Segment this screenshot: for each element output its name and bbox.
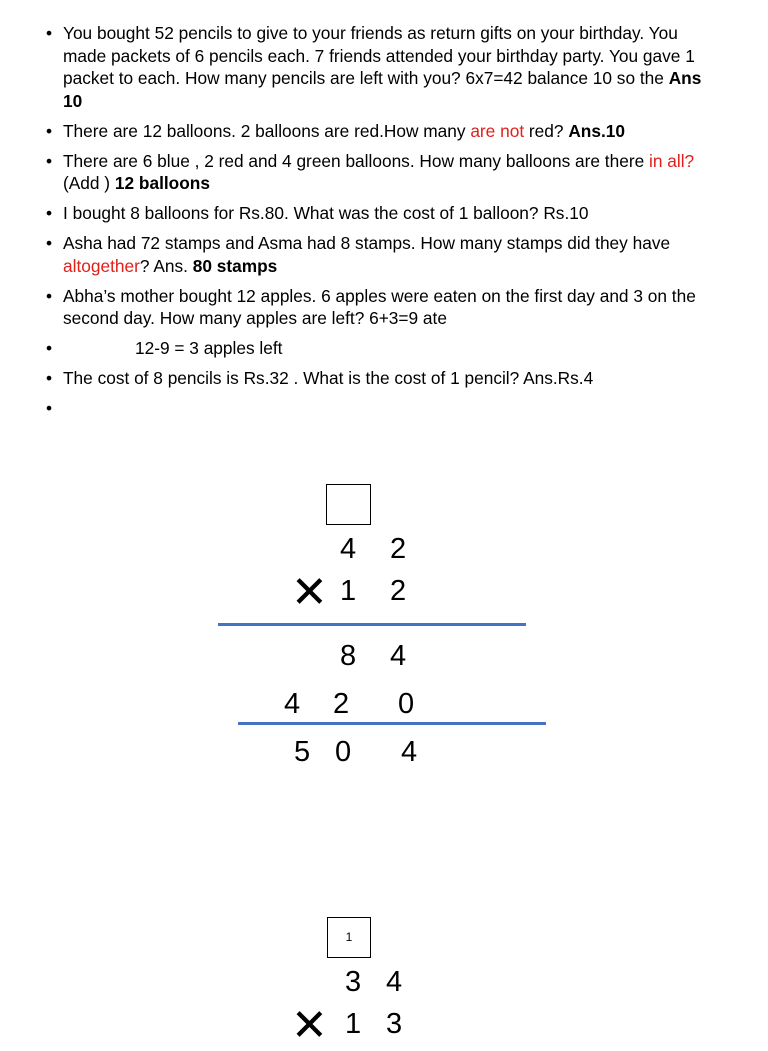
question-item [46,337,716,360]
question-text [63,203,588,223]
p1-top-digit-2: 2 [390,533,407,565]
question-text [63,233,670,276]
answer-text: 80 stamps [192,255,278,276]
question-text [63,121,625,141]
question-fragment: The cost of 8 pencils is Rs.32 . What is the cost of 1 pencil? Ans.Rs.4 [63,368,594,388]
question-text [63,23,701,111]
question-item [46,367,716,390]
p1-multiplier-digit-1: 1 [340,575,357,607]
keyword-text: altogether [63,255,140,276]
p1-result-digit-1: 5 [294,736,311,768]
question-item [46,120,716,143]
question-text [63,286,696,329]
p1-rule-1 [218,623,526,626]
question-fragment: red? [524,120,569,141]
question-text [63,338,282,358]
p2-top-digit-1: 3 [345,966,362,998]
p1-partial2-digit-3: 0 [398,688,415,720]
question-fragment: (Add ) [63,173,115,193]
p1-partial1-digit-2: 4 [390,640,407,672]
question-fragment: Abha’s mother bought 12 apples. 6 apples were eaten on the first day and 3 on the second day. How many apples are left? 6+3=9 ate [63,285,696,328]
answer-text: Ans 10 [63,68,702,111]
p1-result-digit-2: 0 [335,736,352,768]
p2-multiplier-digit-1: 1 [345,1008,362,1040]
answer-box[interactable] [326,484,371,525]
question-list [46,22,716,397]
question-text [63,151,694,194]
question-item [46,202,716,225]
p2-top-digit-2: 4 [386,966,403,998]
question-item [46,232,716,277]
question-item [46,285,716,330]
answer-text: Ans.10 [568,120,625,141]
question-text [63,368,593,388]
question-fragment: ? Ans. [139,255,193,276]
question-item [46,22,716,112]
multiply-icon: ✕ [291,567,328,618]
p1-partial2-digit-1: 4 [284,688,301,720]
answer-text: 12 balloons [114,173,210,193]
p1-result-digit-3: 4 [401,736,418,768]
question-fragment: 12-9 = 3 apples left [135,338,283,358]
p1-partial2-digit-2: 2 [333,688,350,720]
question-fragment: You bought 52 pencils to give to your friends as return gifts on your birthday. You made packets of 6 pencils each. 7 friends attended your birthday party. You gave 1 packet to each. How many pencils are left with you? 6x7=42 balance 10 so the [63,23,695,88]
p1-partial1-digit-1: 8 [340,640,357,672]
question-fragment: Asha had 72 stamps and Asma had 8 stamps. How many stamps did they have [63,233,671,253]
p1-top-digit-1: 4 [340,533,357,565]
keyword-text: are not [470,120,525,141]
p1-rule-2 [238,722,546,725]
carry-box[interactable]: 1 [327,917,371,958]
p2-multiplier-digit-2: 3 [386,1008,403,1040]
question-fragment: I bought 8 balloons for Rs.80. What was the cost of 1 balloon? Rs.10 [63,203,589,223]
multiply-icon-2: ✕ [291,1000,328,1051]
p1-multiplier-digit-2: 2 [390,575,407,607]
question-item [46,150,716,195]
question-fragment: There are 6 blue , 2 red and 4 green balloons. How many balloons are there [63,150,650,171]
question-fragment: There are 12 balloons. 2 balloons are red.How many [63,120,471,141]
keyword-text: in all? [649,150,695,171]
